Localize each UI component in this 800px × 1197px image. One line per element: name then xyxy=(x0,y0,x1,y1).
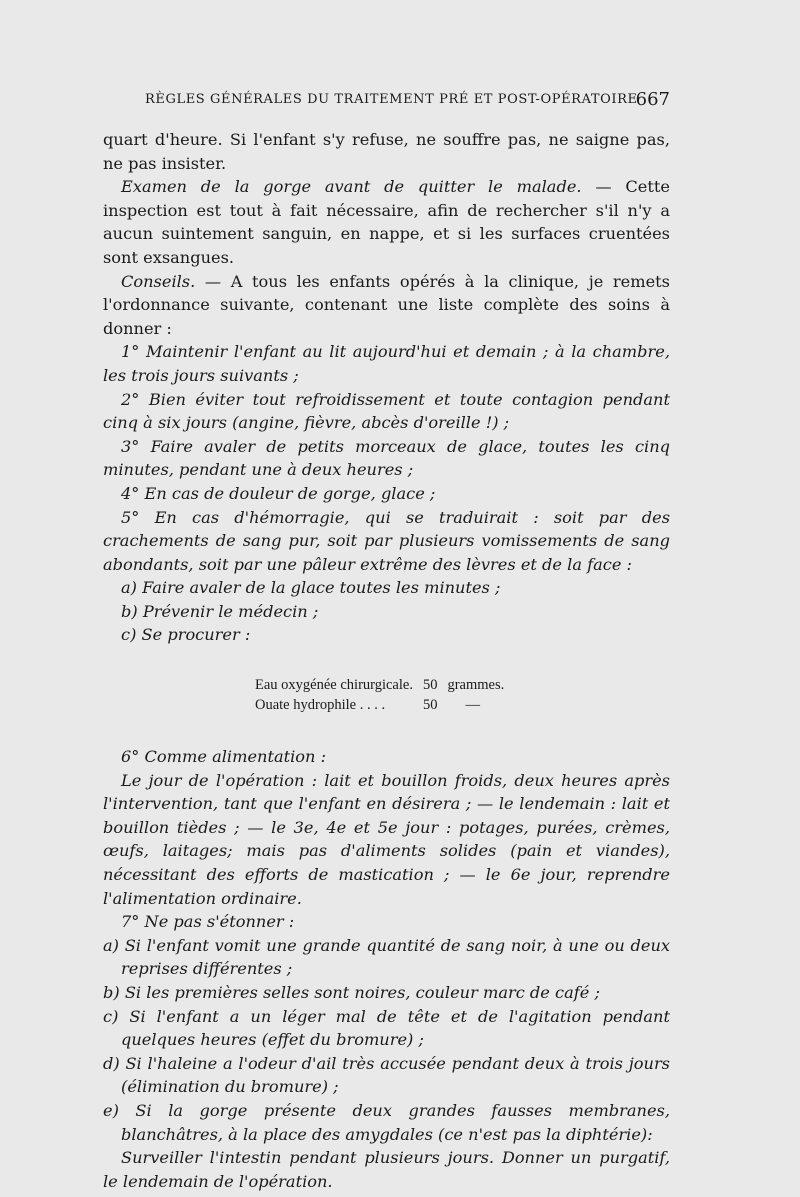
table-row xyxy=(255,695,514,715)
instruction-5: 5° En cas d'hémorragie, qui se traduirait : soit par des crachements de sang pur, soit par plusieurs vomissements de sang abondants, soit par une pâleur extrême des lèvres et de la face : xyxy=(103,507,670,574)
instruction-5b: b) Prévenir le médecin ; xyxy=(121,601,319,621)
supply-name: Eau oxygénée chirurgicale. xyxy=(255,677,413,694)
instruction-7e: e) Si la gorge présente deux grandes fausses membranes, blanchâtres, à la place des amygdales (ce n'est pas la diphtérie): xyxy=(103,1100,670,1144)
examen-heading: Examen de la gorge avant de quitter le malade. xyxy=(121,177,582,197)
examen-text: — Cette inspection est tout à fait nécessaire, afin de rechercher s'il n'y a aucun suintement sanguin, en nappe, et si les surfaces cruentées sont exsangues. xyxy=(103,177,670,267)
running-header xyxy=(145,89,670,110)
running-title: RÈGLES GÉNÉRALES DU TRAITEMENT PRÉ ET POST-OPÉRATOIRE xyxy=(145,92,638,107)
instruction-2: 2° Bien éviter tout refroidissement et toute contagion pendant cinq à six jours (angine, fièvre, abcès d'oreille !) ; xyxy=(103,389,670,433)
supplies-table xyxy=(255,675,514,715)
table-row xyxy=(255,675,514,695)
final-instruction: Surveiller l'intestin pendant plusieurs jours. Donner un purgatif, le lendemain de l'opération. xyxy=(103,1148,670,1191)
instruction-7: 7° Ne pas s'étonner : xyxy=(121,912,295,932)
conseils-text: — A tous les enfants opérés à la clinique, je remets l'ordonnance suivante, contenant une liste complète des soins à donner : xyxy=(103,271,670,338)
instruction-6: 6° Comme alimentation : xyxy=(121,747,327,767)
supply-qty: 50 xyxy=(422,677,438,694)
paragraph-continuation: quart d'heure. Si l'enfant s'y refuse, ne souffre pas, ne saigne pas, ne pas insister. xyxy=(103,130,670,173)
instruction-7c: c) Si l'enfant a un léger mal de tête et de l'agitation pendant quelques heures (effet du bromure) ; xyxy=(103,1006,670,1050)
instruction-3: 3° Faire avaler de petits morceaux de glace, toutes les cinq minutes, pendant une à deux heures ; xyxy=(103,436,670,480)
supply-unit: — xyxy=(465,697,480,714)
instruction-4: 4° En cas de douleur de gorge, glace ; xyxy=(121,483,436,503)
instruction-5a: a) Faire avaler de la glace toutes les minutes ; xyxy=(121,578,501,598)
instruction-1: 1° Maintenir l'enfant au lit aujourd'hui et demain ; à la chambre, les trois jours suivants ; xyxy=(103,342,670,385)
supply-qty: 50 xyxy=(422,697,438,714)
page-body xyxy=(103,128,670,1193)
instruction-7d: d) Si l'haleine a l'odeur d'ail très accusée pendant deux à trois jours (élimination du bromure) ; xyxy=(103,1053,670,1097)
supply-unit: grammes. xyxy=(447,677,505,694)
instruction-7b: b) Si les premières selles sont noires, couleur marc de café ; xyxy=(103,983,600,1002)
instruction-5c: c) Se procurer : xyxy=(121,625,251,645)
page-number: 667 xyxy=(635,89,670,110)
paragraph-conseils xyxy=(103,270,670,341)
paragraph-examen xyxy=(103,175,670,269)
instruction-7a: a) Si l'enfant vomit une grande quantité de sang noir, à une ou deux reprises différentes ; xyxy=(103,935,670,979)
supply-name: Ouate hydrophile . . . . xyxy=(255,697,386,714)
alimentation-text: Le jour de l'opération : lait et bouillon froids, deux heures après l'intervention, tant que l'enfant en désirera ; — le lendemain : lait et bouillon tièdes ; — le 3e, 4e et 5e jour : potages, purées, crèmes, œufs, laitages; mais pas d'aliments solides (pain et viandes), nécessitant des efforts de mastication ; — le 6e jour, reprendre l'alimentation ordinaire. xyxy=(103,770,670,908)
conseils-heading: Conseils. xyxy=(121,271,196,291)
